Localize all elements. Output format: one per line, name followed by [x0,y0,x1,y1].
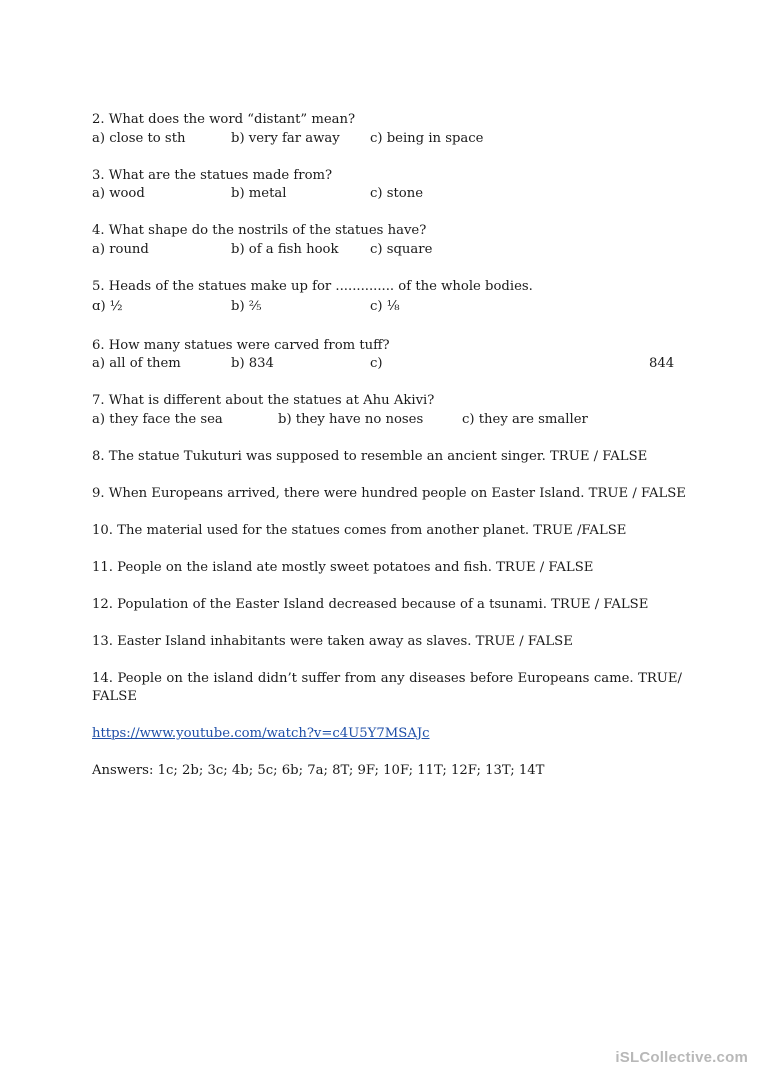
true-false-statement [92,596,682,615]
answers-text: Answers: 1c; 2b; 3c; 4b; 5c; 6b; 7a; 8T; 9F; 10F; 11T; 12F; 13T; 14T [92,763,545,778]
option-c: c) being in space [370,130,484,146]
statement-text: 9. When Europeans arrived, there were hundred people on Easter Island. TRUE / FALSE [92,485,686,501]
question-block [92,167,682,204]
option-c: c) they are smaller [462,411,588,427]
video-link-block [92,725,682,744]
true-false-statement [92,485,686,504]
option-b: b) very far away [231,130,340,146]
true-false-statement [92,522,682,541]
option-b: b) 834 [231,356,274,371]
option-a: a) round [92,241,149,257]
question-text: 4. What shape do the nostrils of the statues have? [92,223,427,238]
question-text: 2. What does the word “distant” mean? [92,112,356,127]
option-c-value: 844 [649,356,675,371]
answer-options [92,241,682,260]
option-c: c) ⅛ [370,299,400,314]
question-block [92,392,682,429]
question-block [92,278,682,319]
answer-options [92,296,682,318]
question-text: 3. What are the statues made from? [92,167,333,183]
option-b: b) ⅖ [231,299,262,314]
option-b: b) they have no noses [278,411,424,427]
option-a: a) wood [92,186,145,201]
option-a: a) they face the sea [92,411,223,427]
answer-options [92,355,682,374]
statement-text: 14. People on the island didn’t suffer from any diseases before Europeans came. TRUE/ FALSE [92,670,682,704]
question-text: 5. Heads of the statues make up for .............. of the whole bodies. [92,278,533,294]
statement-text: 8. The statue Tukuturi was supposed to resemble an ancient singer. TRUE / FALSE [92,448,648,464]
question-block [92,337,682,374]
true-false-statement [92,670,682,707]
true-false-statement [92,559,682,578]
statement-text: 11. People on the island ate mostly sweet potatoes and fish. TRUE / FALSE [92,559,594,575]
option-b: b) of a fish hook [231,241,339,257]
option-c: c) square [370,241,433,257]
option-a: a) close to sth [92,130,186,146]
question-text: 6. How many statues were carved from tuff? [92,337,390,353]
answer-options [92,130,682,149]
option-c: c) [370,356,383,371]
question-text: 7. What is different about the statues at Ahu Akivi? [92,393,435,408]
question-block [92,222,682,259]
option-b: b) metal [231,186,287,201]
statement-text: 12. Population of the Easter Island decreased because of a tsunami. TRUE / FALSE [92,596,649,612]
answer-options [92,185,682,204]
worksheet-content [92,111,686,799]
statement-text: 10. The material used for the statues comes from another planet. TRUE /FALSE [92,522,627,538]
answer-options [92,411,682,430]
statement-text: 13. Easter Island inhabitants were taken away as slaves. TRUE / FALSE [92,633,573,649]
option-c: c) stone [370,186,424,201]
true-false-statement [92,448,682,467]
video-link[interactable]: https://www.youtube.com/watch?v=c4U5Y7MSAJc [92,726,430,741]
answers-block [92,762,682,781]
true-false-statement [92,633,682,652]
question-block [92,111,682,148]
option-a: a) all of them [92,356,181,371]
site-watermark: iSLCollective.com [615,1049,748,1066]
option-a: ɑ) ½ [92,299,123,314]
